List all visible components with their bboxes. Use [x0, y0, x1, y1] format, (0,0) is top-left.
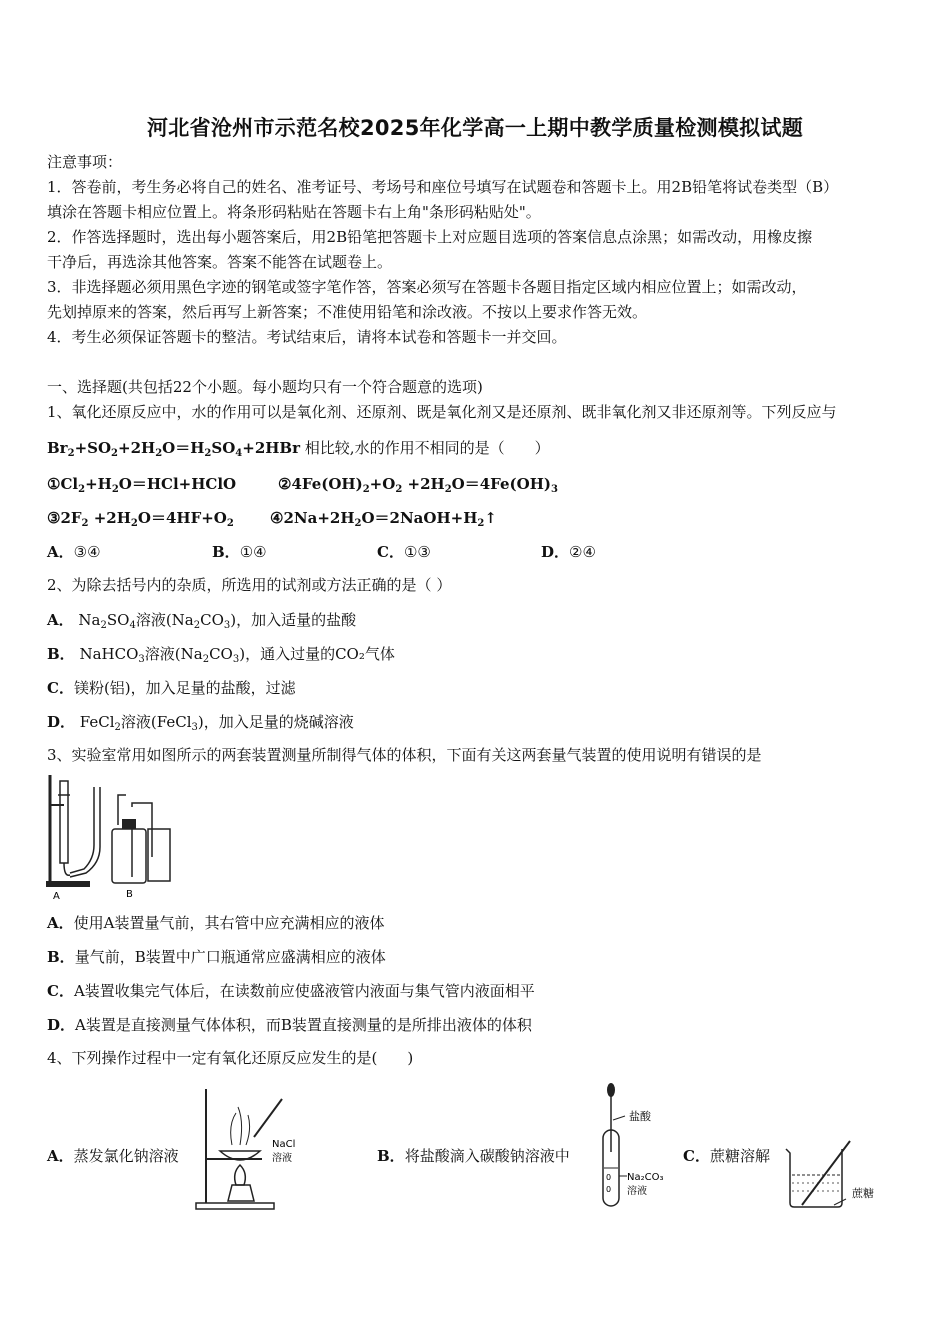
q3-stem: 3、实验室常用如图所示的两套装置测量所制得气体的体积，下面有关这两套量气装置的使用说明有错误的是 [47, 746, 762, 764]
q3-option-c[interactable]: C．A装置收集完气体后，在读数前应使盛液管内液面与集气管内液面相平 [47, 982, 535, 1000]
reaction-1: $①Cl_2+H_2O=HCl+HClO$ [47, 475, 237, 495]
label-sucrose: 蔗糖 [852, 1187, 874, 1200]
label-solution-a: 溶液 [272, 1153, 292, 1164]
reaction-2: $②4Fe(OH)_2+O_2 +2H_2O=4Fe(OH)_3$ [278, 475, 558, 495]
reaction-4: $④2Na+2H_2O=2NaOH+H_2↑$ [270, 509, 497, 529]
reaction-3: $③2F_2 +2H_2O=4HF+O_2$ [47, 509, 234, 529]
q2-option-b[interactable]: B． NaHCO$_3$溶液$(Na_2CO_3)$，通入过量的CO₂气体 [47, 645, 395, 665]
gas-measuring-apparatus-figure [40, 773, 175, 903]
q3-option-b[interactable]: B．量气前，B装置中广口瓶通常应盛满相应的液体 [47, 948, 386, 966]
q4-option-c[interactable]: C．蔗糖溶解 [683, 1147, 770, 1165]
q1-reference-reaction: $Br_2+SO_2+2H_2O=H_2SO_4+2HBr$ 相比较,水的作用不相同的是（ ） [47, 439, 550, 459]
q2-option-d[interactable]: D． FeCl$_2$溶液(FeCl$_3$)，加入足量的烧碱溶液 [47, 713, 354, 733]
q4-option-a[interactable]: A．蒸发氯化钠溶液 [47, 1147, 179, 1165]
svg-text:0: 0 [606, 1173, 612, 1182]
label-nacl: NaCl [272, 1139, 296, 1150]
evaporation-apparatus-figure [192, 1085, 312, 1215]
label-na2co3: Na₂CO₃ [627, 1172, 664, 1183]
section-heading: 一、选择题(共包括22个小题。每小题均只有一个符合题意的选项) [47, 378, 483, 396]
notice-line: 4．考生必须保证答题卡的整洁。考试结束后，请将本试卷和答题卡一并交回。 [47, 328, 567, 346]
q4-option-b[interactable]: B．将盐酸滴入碳酸钠溶液中 [377, 1147, 570, 1165]
q3-option-a[interactable]: A．使用A装置量气前，其右管中应充满相应的液体 [47, 914, 385, 932]
q3-option-d[interactable]: D．A装置是直接测量气体体积，而B装置直接测量的是所排出液体的体积 [47, 1016, 532, 1034]
q1-option-c[interactable]: C．①③ [377, 543, 431, 561]
figure-label-a: A [53, 891, 60, 902]
q4-stem: 4、下列操作过程中一定有氧化还原反应发生的是( ) [47, 1049, 414, 1067]
label-solution-b: 溶液 [627, 1186, 647, 1197]
q1-stem-tail: 相比较,水的作用不相同的是（ ） [304, 439, 550, 457]
notice-line: 填涂在答题卡相应位置上。将条形码粘贴在答题卡右上角"条形码粘贴处"。 [47, 203, 541, 221]
q2-stem: 2、为除去括号内的杂质，所选用的试剂或方法正确的是（ ） [47, 576, 452, 594]
q1-option-d[interactable]: D．②④ [541, 543, 596, 561]
q1-option-a[interactable]: A．③④ [47, 543, 101, 561]
notice-heading: 注意事项： [47, 153, 123, 171]
label-hcl: 盐酸 [629, 1110, 651, 1123]
beaker-dissolving-figure [780, 1135, 890, 1215]
page-title: 河北省沧州市示范名校2025年化学高一上期中教学质量检测模拟试题 [146, 116, 804, 140]
svg-text:0: 0 [606, 1185, 612, 1194]
dropper-test-tube-figure [595, 1080, 675, 1215]
q1-stem: 1、氧化还原反应中，水的作用可以是氧化剂、还原剂、既是氧化剂又是还原剂、既非氧化剂又非还原剂等。下列反应与 [47, 403, 837, 421]
q2-option-c[interactable]: C．镁粉(铝)，加入足量的盐酸，过滤 [47, 679, 296, 697]
notice-line: 2．作答选择题时，选出每小题答案后，用2B铅笔把答题卡上对应题目选项的答案信息点涂黑；如需改动，用橡皮擦 [47, 228, 813, 246]
notice-line: 先划掉原来的答案，然后再写上新答案；不准使用铅笔和涂改液。不按以上要求作答无效。 [47, 303, 648, 321]
notice-line: 1．答卷前，考生务必将自己的姓名、准考证号、考场号和座位号填写在试题卷和答题卡上。用2B铅笔将试卷类型（B） [47, 178, 839, 196]
notice-line: 3．非选择题必须用黑色字迹的钢笔或签字笔作答，答案必须写在答题卡各题目指定区域内相应位置上；如需改动， [47, 278, 807, 296]
notice-line: 干净后，再选涂其他答案。答案不能答在试题卷上。 [47, 253, 393, 271]
figure-label-b: B [126, 889, 133, 900]
q2-option-a[interactable]: A． $Na_2SO_4$溶液$(Na_2CO_3)$，加入适量的盐酸 [47, 611, 357, 631]
q1-option-b[interactable]: B．①④ [212, 543, 267, 561]
